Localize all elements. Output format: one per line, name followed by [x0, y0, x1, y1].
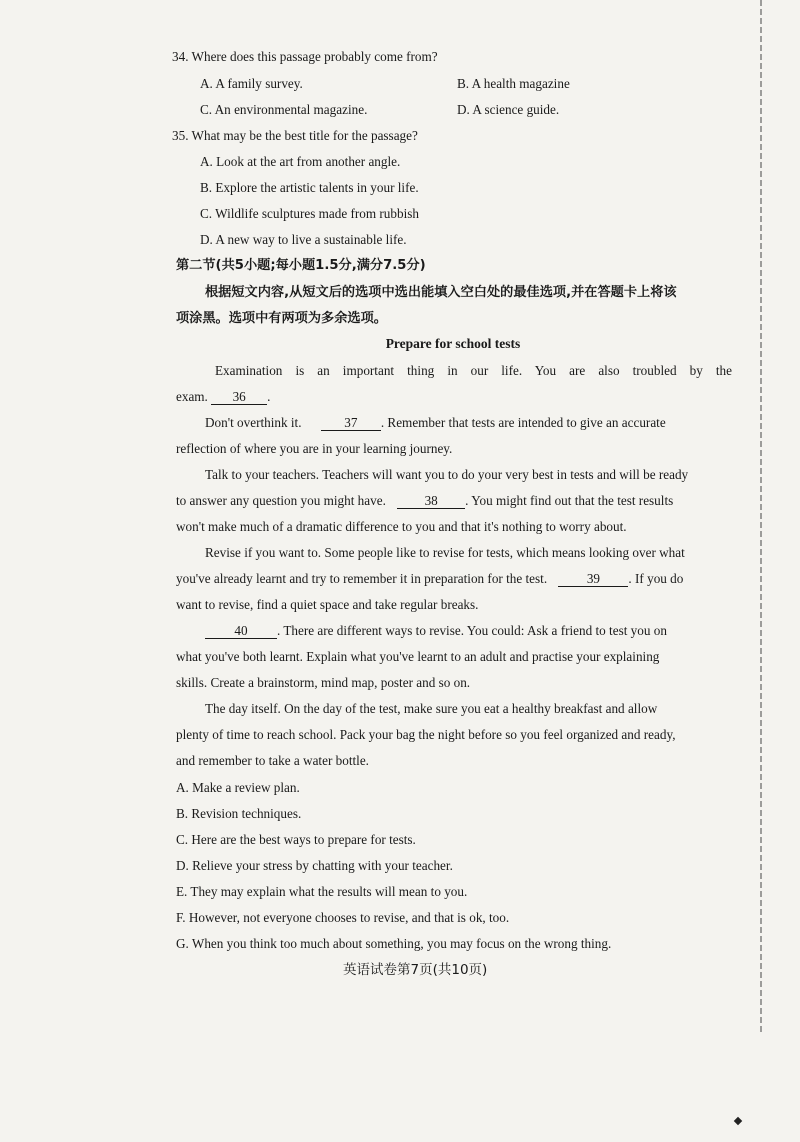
question-35-stem: 35. What may be the best title for the passage?	[172, 128, 418, 143]
option-d: D. Relieve your stress by chatting with your teacher.	[176, 858, 453, 873]
passage-p2-line2: reflection of where you are in your learning journey.	[176, 441, 453, 456]
passage-title: Prepare for school tests	[385, 336, 521, 351]
blank-37: 37	[321, 415, 381, 431]
section-instructions-line2: 项涂黑。选项中有两项为多余选项。	[176, 311, 387, 326]
passage-p4-pre: you've already learnt and try to remember it in preparation for the test.	[176, 571, 548, 586]
passage-p3-post: . You might find out that the test results	[465, 493, 674, 508]
passage-p4-line1: Revise if you want to. Some people like to revise for tests, which means looking over what	[205, 545, 685, 560]
passage-p3-line2	[176, 492, 673, 510]
passage-p5-line1	[205, 622, 667, 640]
question-34-option-b: B. A health magazine	[457, 76, 570, 91]
passage-p1-text: exam.	[176, 389, 208, 404]
option-g: G. When you think too much about something, you may focus on the wrong thing.	[176, 936, 612, 951]
passage-p4-post: . If you do	[628, 571, 684, 586]
question-35-option-d: D. A new way to live a sustainable life.	[200, 232, 407, 247]
question-34-stem: 34. Where does this passage probably come from?	[172, 49, 438, 64]
passage-p5-line2: what you've both learnt. Explain what you've learnt to an adult and practise your explaining	[176, 649, 660, 664]
passage-p5-line3: skills. Create a brainstorm, mind map, poster and so on.	[176, 675, 471, 690]
question-34-option-d: D. A science guide.	[457, 102, 560, 117]
option-e: E. They may explain what the results will mean to you.	[176, 884, 468, 899]
passage-p3-line1: Talk to your teachers. Teachers will want you to do your very best in tests and will be ready	[205, 467, 689, 482]
option-c: C. Here are the best ways to prepare for tests.	[176, 832, 416, 847]
question-35-option-c: C. Wildlife sculptures made from rubbish	[200, 206, 419, 221]
passage-p6-line3: and remember to take a water bottle.	[176, 753, 369, 768]
option-b: B. Revision techniques.	[176, 806, 302, 821]
passage-p4-line3: want to revise, find a quiet space and take regular breaks.	[176, 597, 479, 612]
passage-p1-line2	[176, 388, 270, 406]
question-35-option-a: A. Look at the art from another angle.	[200, 154, 401, 169]
blank-40: 40	[205, 623, 277, 639]
question-34-option-c: C. An environmental magazine.	[200, 102, 368, 117]
scan-dot-mark	[734, 1117, 742, 1125]
page-footer: 英语试卷第7页(共10页)	[343, 962, 488, 978]
passage-p5-post: . There are different ways to revise. You could: Ask a friend to test you on	[277, 623, 667, 638]
period-mark: .	[267, 389, 271, 404]
option-f: F. However, not everyone chooses to revise, and that is ok, too.	[176, 910, 510, 925]
section-heading: 第二节(共5小题;每小题1.5分,满分7.5分)	[176, 258, 426, 273]
question-35-option-b: B. Explore the artistic talents in your life.	[200, 180, 419, 195]
passage-p2-line1	[205, 414, 732, 432]
blank-39: 39	[558, 571, 628, 587]
passage-p2-pre: Don't overthink it.	[205, 415, 302, 430]
passage-p3-pre: to answer any question you might have.	[176, 493, 386, 508]
passage-p6-line1: The day itself. On the day of the test, make sure you eat a healthy breakfast and allow	[205, 701, 658, 716]
passage-p3-line3: won't make much of a dramatic difference to you and that it's nothing to worry about.	[176, 519, 627, 534]
passage-p4-line2	[176, 570, 683, 588]
passage-p1-line1: Examination is an important thing in our life. You are also troubled by the	[215, 363, 732, 378]
section-instructions-line1: 根据短文内容,从短文后的选项中选出能填入空白处的最佳选项,并在答题卡上将该	[205, 285, 677, 300]
blank-38: 38	[397, 493, 465, 509]
option-a: A. Make a review plan.	[176, 780, 300, 795]
blank-36: 36	[211, 389, 267, 405]
scan-edge-line	[760, 0, 762, 1035]
passage-p6-line2: plenty of time to reach school. Pack your bag the night before so you feel organized and ready,	[176, 727, 676, 742]
question-34-option-a: A. A family survey.	[200, 76, 303, 91]
passage-p2-post: . Remember that tests are intended to give an accurate	[380, 415, 666, 430]
